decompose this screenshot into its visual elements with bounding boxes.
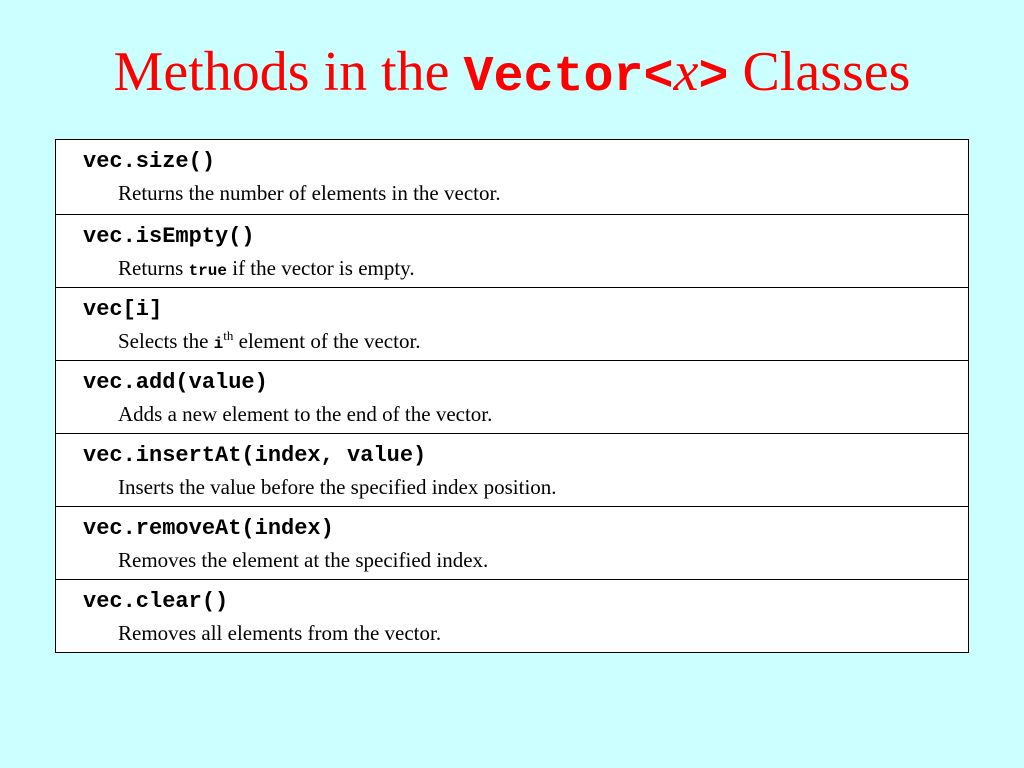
method-row <box>56 360 968 433</box>
method-signature: vec.size() <box>83 149 216 174</box>
method-description <box>118 546 488 574</box>
description-text-after: if the vector is empty. <box>226 256 415 280</box>
description-text: Inserts the value before the specified index position. <box>118 475 557 499</box>
description-text: Selects the <box>118 329 214 353</box>
description-text: Returns the number of elements in the vector. <box>118 181 501 205</box>
method-row <box>56 579 968 652</box>
method-description <box>118 179 501 207</box>
title-suffix: Classes <box>728 41 911 103</box>
method-signature: vec.insertAt(index, value) <box>83 443 427 468</box>
method-row <box>56 433 968 506</box>
method-table <box>55 139 969 653</box>
method-row <box>56 506 968 579</box>
method-description <box>118 254 415 285</box>
description-text: Adds a new element to the end of the vector. <box>118 402 493 426</box>
method-signature: vec[i] <box>83 297 163 322</box>
description-text: Returns <box>118 256 189 280</box>
method-row <box>56 214 968 287</box>
description-code: i <box>213 335 224 353</box>
method-signature: vec.removeAt(index) <box>83 516 334 541</box>
method-description <box>118 619 441 647</box>
description-text: Removes all elements from the vector. <box>118 621 442 645</box>
method-signature: vec.clear() <box>83 589 229 614</box>
title-prefix: Methods in the <box>113 41 464 103</box>
slide-title <box>0 36 1024 114</box>
title-code-open: Vector< <box>463 49 674 106</box>
description-code: true <box>188 262 227 280</box>
description-text: Removes the element at the specified index. <box>118 548 489 572</box>
title-code-close: > <box>698 49 729 106</box>
title-type-variable: x <box>673 41 699 103</box>
method-row <box>56 287 968 360</box>
method-description <box>118 473 557 501</box>
title-class-name <box>463 41 729 106</box>
method-signature: vec.isEmpty() <box>83 224 255 249</box>
method-signature: vec.add(value) <box>83 370 268 395</box>
description-superscript: th <box>223 328 234 343</box>
method-row <box>56 140 968 214</box>
description-text-after: element of the vector. <box>233 329 421 353</box>
method-description <box>118 400 492 428</box>
method-description <box>118 327 421 358</box>
